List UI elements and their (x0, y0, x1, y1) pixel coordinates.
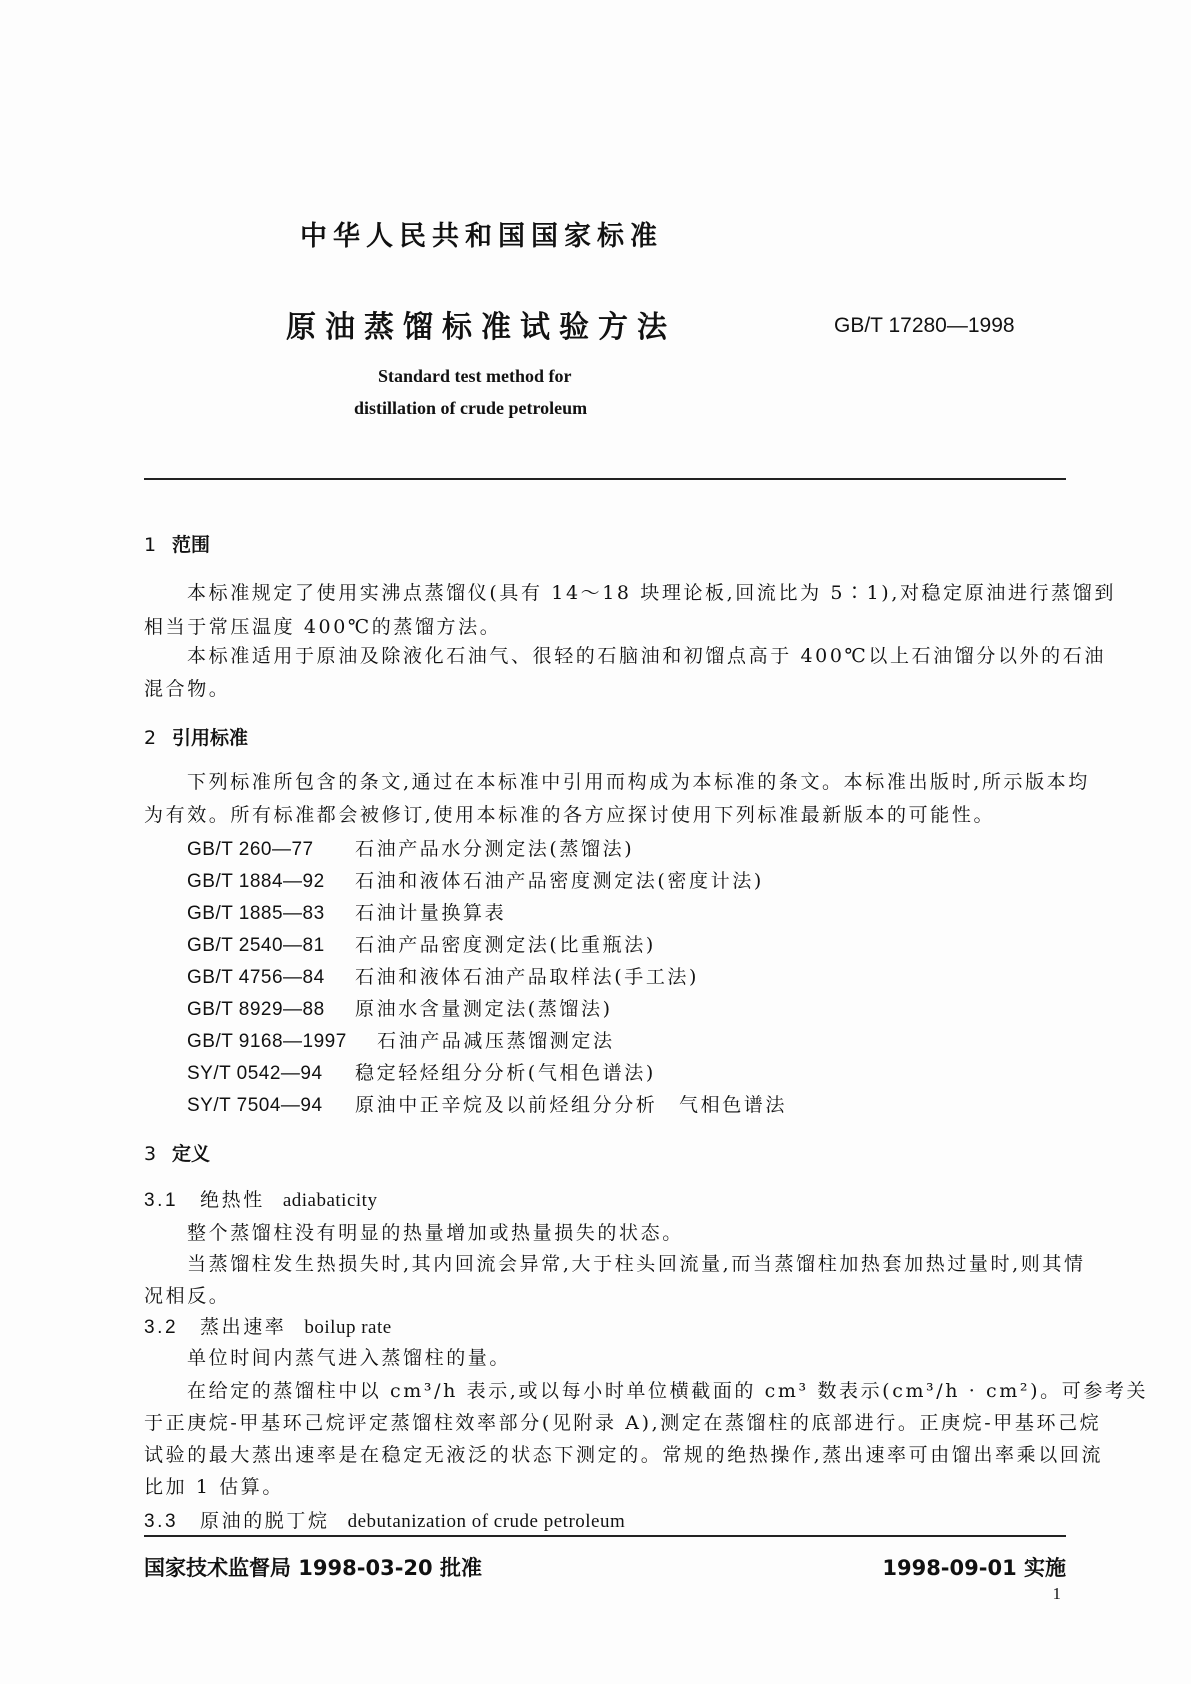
reference-item: GB/T 9168—1997 石油产品减压蒸馏测定法 (187, 1030, 615, 1052)
approval-note: 国家技术监督局 1998-03-20 批准 (144, 1556, 482, 1580)
section-3-heading: 3 定义 (144, 1143, 211, 1165)
paragraph-line: 为有效。所有标准都会被修订,使用本标准的各方应探讨使用下列标准最新版本的可能性。 (144, 804, 996, 826)
reference-item: GB/T 2540—81 石油产品密度测定法(比重瓶法) (187, 934, 656, 956)
paragraph-line: 整个蒸馏柱没有明显的热量增加或热量损失的状态。 (187, 1222, 684, 1244)
paragraph-line: 本标准适用于原油及除液化石油气、很轻的石脑油和初馏点高于 400℃以上石油馏分以外的石油 (187, 645, 1106, 667)
definition-3-1-heading: 3.1 绝热性 adiabaticity (144, 1189, 378, 1211)
paragraph-line: 比加 1 估算。 (144, 1476, 284, 1498)
org-title: 中华人民共和国国家标准 (300, 221, 663, 252)
reference-item: SY/T 7504—94 原油中正辛烷及以前烃组分分析 气相色谱法 (187, 1094, 788, 1116)
paragraph-line: 单位时间内蒸气进入蒸馏柱的量。 (187, 1347, 512, 1369)
paragraph-line: 混合物。 (144, 678, 231, 700)
reference-item: GB/T 1885—83 石油计量换算表 (187, 902, 507, 924)
page-number: 1 (1052, 1584, 1061, 1603)
paragraph-line: 相当于常压温度 400℃的蒸馏方法。 (144, 616, 502, 638)
paragraph-line: 下列标准所包含的条文,通过在本标准中引用而构成为本标准的条文。本标准出版时,所示版本均 (187, 771, 1090, 793)
paragraph-line: 在给定的蒸馏柱中以 cm³/h 表示,或以每小时单位横截面的 cm³ 数表示(cm³/h · cm²)。可参考关 (187, 1380, 1149, 1402)
section-1-heading: 1 范围 (144, 534, 211, 556)
reference-item: GB/T 1884—92 石油和液体石油产品密度测定法(密度计法) (187, 870, 764, 892)
footer-divider (144, 1535, 1066, 1537)
header-divider (144, 478, 1066, 480)
paragraph-line: 况相反。 (144, 1285, 231, 1307)
english-title-2: distillation of crude petroleum (354, 398, 588, 418)
reference-item: GB/T 8929—88 原油水含量测定法(蒸馏法) (187, 998, 613, 1020)
standard-code: GB/T 17280—1998 (834, 314, 1015, 337)
english-title-1: Standard test method for (378, 366, 572, 386)
paragraph-line: 当蒸馏柱发生热损失时,其内回流会异常,大于柱头回流量,而当蒸馏柱加热套加热过量时,则其情 (187, 1253, 1086, 1275)
definition-3-2-heading: 3.2 蒸出速率 boilup rate (144, 1316, 392, 1338)
section-2-heading: 2 引用标准 (144, 727, 249, 749)
effective-date: 1998-09-01 实施 (882, 1556, 1066, 1580)
reference-item: SY/T 0542—94 稳定轻烃组分分析(气相色谱法) (187, 1062, 656, 1084)
reference-item: GB/T 4756—84 石油和液体石油产品取样法(手工法) (187, 966, 700, 988)
paragraph-line: 本标准规定了使用实沸点蒸馏仪(具有 14～18 块理论板,回流比为 5∶1),对稳定原油进行蒸馏到 (187, 582, 1116, 604)
document-title: 原油蒸馏标准试验方法 (286, 310, 676, 345)
reference-item: GB/T 260—77 石油产品水分测定法(蒸馏法) (187, 838, 635, 860)
definition-3-3-heading: 3.3 原油的脱丁烷 debutanization of crude petroleum (144, 1510, 626, 1532)
paragraph-line: 于正庚烷-甲基环己烷评定蒸馏柱效率部分(见附录 A),测定在蒸馏柱的底部进行。正庚烷-甲基环己烷 (144, 1412, 1102, 1434)
paragraph-line: 试验的最大蒸出速率是在稳定无液泛的状态下测定的。常规的绝热操作,蒸出速率可由馏出率乘以回流 (144, 1444, 1104, 1466)
